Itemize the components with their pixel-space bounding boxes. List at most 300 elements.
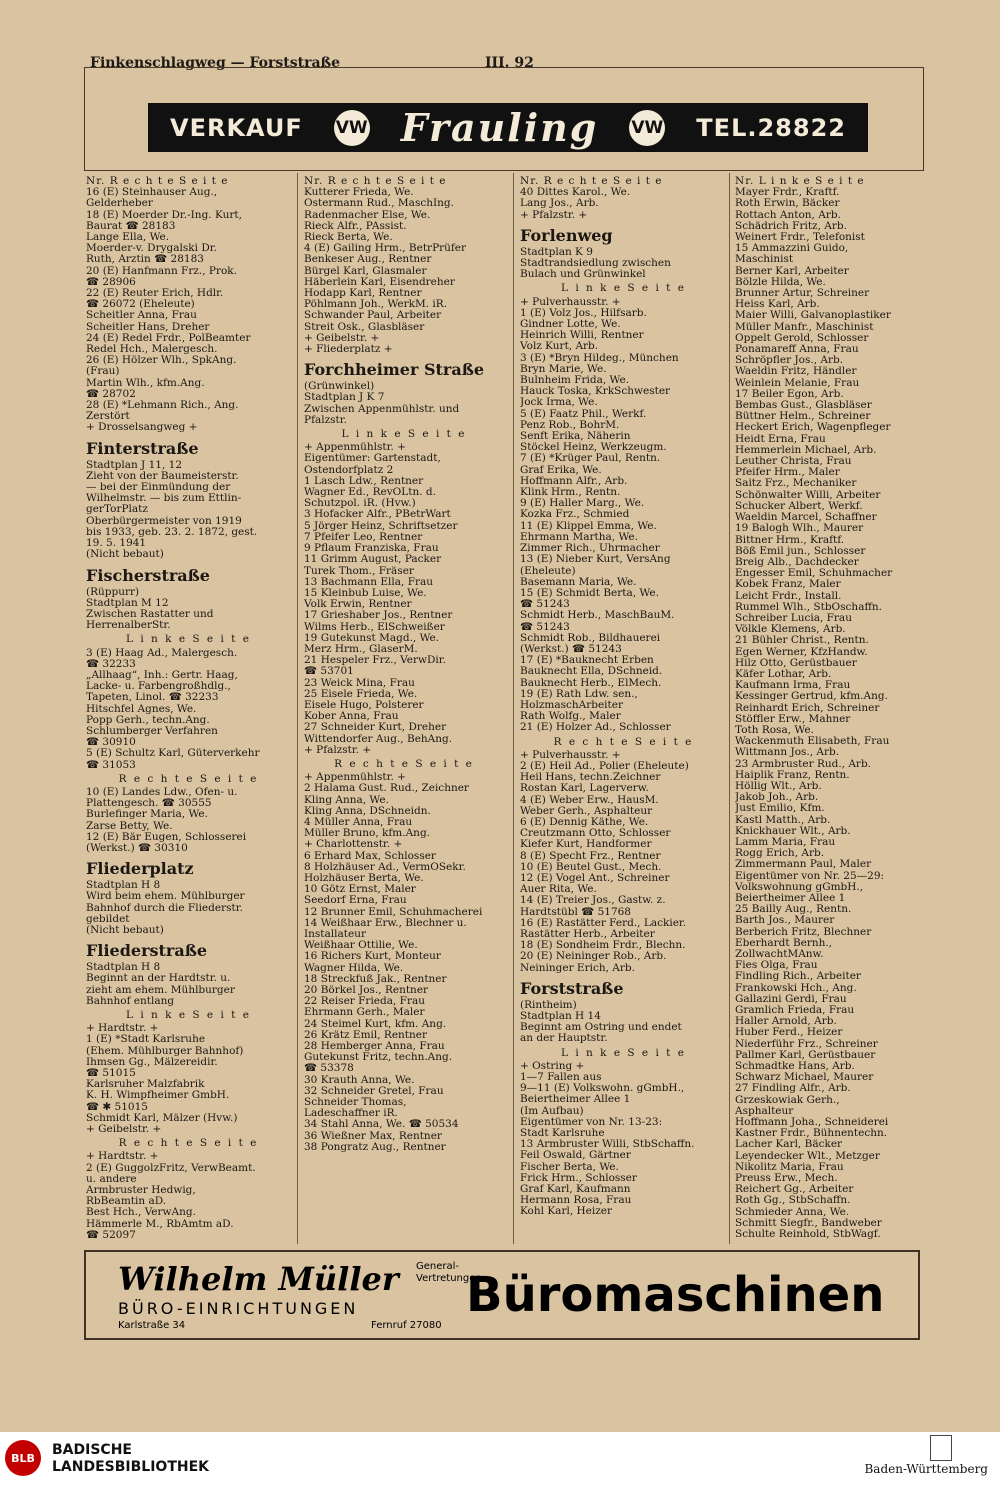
directory-entry: Berner Karl, Arbeiter — [735, 265, 849, 277]
directory-entry: 34 Stahl Anna, We. ☎ 50534 — [304, 1119, 459, 1131]
directory-entry: ☎ 51015 — [86, 1068, 136, 1080]
directory-entry: 3 Hofacker Alfr., PBetrWart — [304, 509, 451, 521]
directory-entry: Schmidt Herb., MaschBauM. — [520, 610, 675, 622]
directory-entry: Eigentümer: Gartenstadt, — [304, 453, 441, 465]
directory-entry: Leyendecker Wlt., Metzger — [735, 1150, 880, 1162]
directory-entry: (Rüppurr) — [86, 586, 140, 598]
directory-entry: Schulte Reinhold, StbWagf. — [735, 1229, 881, 1241]
directory-entry: Maier Willi, Galvanoplastiker — [735, 310, 891, 322]
directory-entry: Rottach Anton, Arb. — [735, 209, 841, 221]
directory-entry: Zieht von der Baumeisterstr. — [86, 470, 239, 482]
directory-entry: Grzeskowiak Gerh., — [735, 1094, 840, 1106]
directory-entry: (Ehem. Mühlburger Bahnhof) — [86, 1045, 244, 1057]
directory-entry: Wird beim ehem. Mühlburger — [86, 891, 245, 903]
side-heading: R e c h t e S e i t e — [118, 773, 259, 785]
directory-entry: ☎ 51243 — [520, 621, 570, 633]
directory-entry: Weinert Frdr., Telefonist — [735, 232, 865, 244]
directory-entry: ☎ 31053 — [86, 759, 136, 771]
directory-entry: Heinrich Willi, Rentner — [520, 330, 644, 342]
directory-entry: Bölzle Hilda, We. — [735, 276, 826, 288]
rep-line-2: Vertretungen — [416, 1273, 482, 1284]
directory-entry: 8 (E) Specht Frz., Rentner — [520, 850, 661, 862]
directory-entry: Rieck Berta, We. — [304, 232, 393, 244]
directory-entry: Büttner Helm., Schreiner — [735, 411, 871, 423]
directory-entry: Böß Emil jun., Schlosser — [735, 545, 866, 557]
directory-entry: 1 (E) Volz Jos., Hilfsarb. — [520, 307, 647, 319]
company-phone: Fernruf 27080 — [371, 1320, 442, 1331]
directory-entry: Stadtplan H 8 — [86, 962, 161, 974]
library-name — [52, 1442, 209, 1476]
vw-logo-icon: VW — [629, 110, 665, 146]
directory-entry: Ehrmann Gerh., Maler — [304, 1007, 425, 1019]
directory-entry: Klink Hrm., Rentn. — [520, 487, 621, 499]
directory-entry: Zerstört — [86, 411, 130, 423]
directory-entry: Senft Erika, Näherin — [520, 431, 631, 443]
directory-entry: Rath Wolfg., Maler — [520, 711, 621, 723]
directory-column-4 — [735, 176, 940, 1242]
directory-entry: (Rintheim) — [520, 999, 577, 1011]
directory-entry: 24 Steimel Kurt, kfm. Ang. — [304, 1018, 447, 1030]
directory-entry: RbBeamtin aD. — [86, 1196, 167, 1208]
directory-entry: Schreiber Lucia, Frau — [735, 612, 852, 624]
directory-entry: Ponamareff Anna, Frau — [735, 344, 859, 356]
street-heading: Forlenweg — [520, 225, 613, 245]
directory-entry: 18 Streckfuß Jak., Rentner — [304, 973, 447, 985]
page-number: III. 92 — [485, 55, 534, 71]
ad-phone: TEL.28822 — [696, 113, 846, 142]
directory-entry: Kozka Frz., Schmied — [520, 509, 630, 521]
directory-entry: Oppelt Gerold, Schlosser — [735, 332, 869, 344]
directory-entry: + Ostring + — [520, 1060, 585, 1072]
directory-entry: 6 (E) Dennig Käthe, We. — [520, 816, 649, 828]
directory-entry: ☎ 28702 — [86, 388, 136, 400]
directory-entry: Kober Anna, Frau — [304, 711, 399, 723]
directory-entry: 3 (E) *Bryn Hildeg., München — [520, 352, 679, 364]
vw-logo-icon: VW — [334, 110, 370, 146]
directory-entry: Bembas Gust., Glasbläser — [735, 400, 872, 412]
directory-entry: Kessinger Gertrud, kfm.Ang. — [735, 691, 888, 703]
directory-entry: HerrenalberStr. — [86, 620, 171, 632]
directory-entry: + Pfalzstr. + — [520, 209, 588, 221]
directory-entry: Völkle Klemens, Arb. — [735, 624, 846, 636]
directory-entry: Lang Jos., Arb. — [520, 198, 599, 210]
directory-entry: 22 (E) Reuter Erich, Hdlr. — [86, 288, 224, 300]
directory-entry: 10 (E) Beutel Gust., Mech. — [520, 861, 662, 873]
directory-entry: — bei der Einmündung der — [86, 482, 231, 494]
directory-entry: 24 (E) Redel Frdr., PolBeamter — [86, 332, 251, 344]
directory-entry: 15 Ammazzini Guido, — [735, 243, 849, 255]
directory-entry: Reichert Gg., Arbeiter — [735, 1184, 854, 1196]
directory-entry: Eberhardt Bernh., — [735, 937, 833, 949]
directory-entry: + Appenmühlstr. + — [304, 772, 406, 784]
directory-entry: Penz Rob., BohrM. — [520, 419, 620, 431]
directory-entry: Saitz Frz., Mechaniker — [735, 478, 857, 490]
directory-entry: Müller Manfr., Maschinist — [735, 321, 874, 333]
directory-entry: Weinlein Melanie, Frau — [735, 377, 860, 389]
directory-entry: Wilhelmstr. — bis zum Ettlin- — [86, 493, 242, 505]
directory-entry: Bauknecht Herb., ElMech. — [520, 677, 662, 689]
directory-entry: + Pulverhausstr. + — [520, 296, 621, 308]
directory-entry: 14 (E) Treier Jos., Gastw. z. — [520, 895, 666, 907]
ad-left-text: VERKAUF — [170, 113, 303, 142]
blb-logo-icon: BLB — [5, 1440, 41, 1476]
directory-entry: 11 (E) Klippel Emma, We. — [520, 520, 657, 532]
library-line-1: BADISCHE — [52, 1442, 132, 1458]
directory-entry: Radenmacher Else, We. — [304, 209, 431, 221]
directory-entry: Hermann Rosa, Frau — [520, 1195, 632, 1207]
directory-entry: Rummel Wlh., StbOschaffn. — [735, 601, 883, 613]
side-heading: L i n k e S e i t e — [126, 1010, 251, 1021]
directory-entry: Gutekunst Fritz, techn.Ang. — [304, 1052, 453, 1064]
column-divider — [297, 173, 298, 1244]
directory-entry: 4 (E) Weber Erw., HausM. — [520, 794, 659, 806]
directory-entry: + Fliederplatz + — [304, 344, 393, 356]
directory-entry: Seedorf Erna, Frau — [304, 895, 407, 907]
directory-entry: Eisele Hugo, Polsterer — [304, 699, 424, 711]
directory-entry: 27 Findling Alfr., Arb. — [735, 1083, 851, 1095]
directory-entry: Lamm Maria, Frau — [735, 836, 836, 848]
rep-line-1: General- — [416, 1261, 460, 1272]
directory-entry: ☎ 30910 — [86, 737, 136, 749]
directory-entry: bis 1933, geb. 23. 2. 1872, gest. — [86, 526, 258, 538]
directory-entry: ☎ 28906 — [86, 276, 136, 288]
directory-entry: + Appenmühlstr. + — [304, 442, 406, 454]
directory-entry: 10 Götz Ernst, Maler — [304, 884, 416, 896]
directory-entry: Stadtplan J 11, 12 — [86, 459, 182, 471]
directory-entry: Waeldin Fritz, Händler — [735, 366, 857, 378]
directory-entry: Martin Wlh., kfm.Ang. — [86, 377, 205, 389]
directory-entry: Beginnt am Ostring und endet — [520, 1022, 682, 1034]
directory-entry: 15 (E) Schmidt Berta, We. — [520, 587, 659, 599]
directory-entry: Graf Karl, Kaufmann — [520, 1184, 631, 1196]
directory-entry: 23 Weick Mina, Frau — [304, 677, 415, 689]
directory-entry: + Hardtstr. + — [86, 1151, 159, 1163]
directory-entry: Pöhlmann Joh., WerkM. iR. — [304, 299, 448, 311]
directory-entry: Engesser Emil, Schuhmacher — [735, 568, 893, 580]
directory-entry: Heidt Erna, Frau — [735, 433, 826, 445]
directory-entry: Haller Arnold, Arb. — [735, 1016, 837, 1028]
directory-entry: 12 (E) Bär Eugen, Schlosserei — [86, 831, 247, 843]
directory-entry: Schönwalter Willi, Arbeiter — [735, 489, 881, 501]
directory-entry: Burlefinger Maria, We. — [86, 809, 208, 821]
directory-entry: Käfer Lothar, Arb. — [735, 668, 832, 680]
side-heading: R e c h t e S e i t e — [118, 1138, 259, 1150]
directory-entry: Berberich Fritz, Blechner — [735, 926, 872, 938]
directory-entry: 1 (E) *Stadt Karlsruhe — [86, 1034, 206, 1046]
directory-entry: ☎ 51243 — [520, 599, 570, 611]
bottom-advertisement — [84, 1250, 920, 1340]
directory-entry: 17 (E) *Bauknecht Erben — [520, 655, 654, 667]
directory-entry: K. H. Wimpfheimer GmbH. — [86, 1090, 230, 1102]
directory-entry: zieht am ehem. Mühlburger — [86, 984, 235, 996]
directory-entry: Rastätter Herb., Arbeiter — [520, 929, 655, 940]
directory-entry: (Frau) — [86, 366, 120, 378]
directory-entry: Niederführ Frz., Schreiner — [735, 1038, 878, 1050]
column-divider — [729, 173, 730, 1244]
directory-column-2 — [304, 176, 504, 1242]
directory-entry: Wackenmuth Elisabeth, Frau — [735, 736, 890, 748]
directory-entry: Mayer Frdr., Kraftf. — [735, 187, 840, 199]
directory-entry: + Pfalzstr. + — [304, 744, 372, 756]
directory-entry: 9—11 (E) Volkswohn. gGmbH., — [520, 1083, 685, 1095]
directory-entry: Hardtstübl ☎ 51768 — [520, 906, 631, 918]
directory-entry: 13 Armbruster Willi, StbSchaffn. — [520, 1139, 695, 1151]
directory-entry: Basemann Maria, We. — [520, 576, 637, 588]
directory-entry: Jakob Joh., Arb. — [735, 792, 819, 804]
directory-entry: Barth Jos., Maurer — [735, 915, 835, 927]
directory-entry: Bahnhof durch die Fliederstr. — [86, 902, 243, 914]
directory-entry: Stadtplan K 9 — [520, 246, 593, 258]
directory-entry: 20 (E) Neininger Rob., Arb. — [520, 951, 667, 963]
directory-entry: Schmieder Anna, We. — [735, 1206, 850, 1218]
company-logo: Wilhelm Müller — [118, 1260, 399, 1298]
directory-entry: + Charlottenstr. + — [304, 839, 403, 851]
column-heading: Nr. L i n k e S e i t e — [735, 176, 865, 187]
directory-entry: Ladeschaffner iR. — [304, 1108, 398, 1120]
directory-entry: Kastl Matth., Arb. — [735, 814, 831, 826]
directory-entry: Schmadtke Hans, Arb. — [735, 1061, 855, 1073]
directory-entry: Gindner Lotte, We. — [520, 319, 621, 331]
directory-entry: ☎ 53378 — [304, 1063, 354, 1075]
directory-entry: Leicht Frdr., Install. — [735, 590, 842, 602]
directory-entry: Weber Gerh., Asphalteur — [520, 805, 653, 817]
directory-entry: Maschinist — [735, 254, 794, 266]
directory-entry: 16 (E) Rastätter Ferd., Lackier. — [520, 917, 687, 929]
directory-entry: Eigentümer von Nr. 25—29: — [735, 870, 885, 882]
directory-entry: Ehrmann Martha, We. — [520, 531, 638, 543]
directory-entry: Schwarz Michael, Maurer — [735, 1072, 874, 1084]
directory-entry: Fies Olga, Frau — [735, 960, 818, 972]
directory-entry: ☎ 32233 — [86, 658, 136, 670]
directory-entry: Hitschfel Agnes, We. — [86, 703, 197, 715]
side-heading: L i n k e S e i t e — [561, 1047, 686, 1059]
directory-entry: 5 Jörger Heinz, Schriftsetzer — [304, 520, 458, 532]
directory-entry: 9 Pflaum Franziska, Frau — [304, 543, 439, 555]
directory-entry: 40 Dittes Karol., We. — [520, 187, 631, 199]
directory-entry: 5 (E) Schultz Karl, Güterverkehr — [86, 748, 260, 760]
side-heading: L i n k e S e i t e — [341, 429, 467, 441]
directory-entry: Pfalzstr. — [304, 414, 347, 426]
directory-entry: 4 Müller Anna, Frau — [304, 816, 413, 828]
directory-entry: + Drosselsangweg + — [86, 422, 198, 434]
street-heading: Forchheimer Straße — [304, 360, 485, 380]
directory-entry: Leuther Christa, Frau — [735, 456, 852, 468]
directory-entry: Beiertheimer Allee 1 — [735, 893, 846, 904]
directory-entry: Wittmann Jos., Arb. — [735, 747, 840, 759]
directory-entry: Knickhauer Wlt., Arb. — [735, 825, 851, 837]
directory-entry: Weißhaar Ottilie, We. — [304, 940, 418, 952]
directory-entry: 1 Lasch Ldw., Rentner — [304, 475, 424, 487]
directory-entry: Egen Werner, KfzHandw. — [735, 646, 868, 658]
directory-entry: an der Hauptstr. — [520, 1033, 608, 1045]
directory-entry: 17 Grieshaber Jos., Rentner — [304, 610, 453, 622]
directory-column-1 — [86, 176, 291, 1242]
directory-entry: Schneider Thomas, — [304, 1097, 407, 1109]
directory-entry: Beginnt an der Hardtstr. u. — [86, 973, 231, 985]
directory-entry: Schädrich Fritz, Arb. — [735, 220, 847, 232]
directory-entry: Volkswohnung gGmbH., — [735, 881, 864, 893]
column-heading: Nr. R e c h t e S e i t e — [304, 176, 447, 187]
directory-entry: 16 (E) Steinhauser Aug., — [86, 187, 218, 199]
directory-entry: Plattengesch. ☎ 30555 — [86, 798, 212, 810]
directory-entry: Stöffler Erw., Mahner — [735, 713, 851, 725]
directory-entry: Reinhardt Erich, Schreiner — [735, 702, 880, 714]
directory-entry: Wagner Ed., RevOLtn. d. — [304, 487, 436, 499]
directory-entry: Kobek Franz, Maler — [735, 579, 841, 591]
directory-entry: 18 (E) Moerder Dr.-Ing. Kurt, — [86, 209, 242, 221]
directory-entry: Waeldin Marcel, Schaffner — [735, 512, 877, 524]
directory-entry: (Werkst.) ☎ 30310 — [86, 842, 188, 854]
directory-entry: Bulach und Grünwinkel — [520, 269, 646, 281]
directory-entry: Stadtplan J K 7 — [304, 392, 385, 404]
directory-entry: Hilz Otto, Gerüstbauer — [735, 657, 857, 669]
directory-entry: Streit Osk., Glasbläser — [304, 321, 425, 333]
street-heading: Forststraße — [520, 978, 624, 998]
side-heading: L i n k e S e i t e — [561, 283, 686, 295]
directory-entry: (Eheleute) — [520, 565, 576, 577]
directory-entry: 18 (E) Sondheim Frdr., Blechn. — [520, 940, 686, 952]
directory-entry: 23 Armbruster Rud., Arb. — [735, 758, 872, 770]
directory-entry: Beiertheimer Allee 1 — [520, 1094, 631, 1106]
directory-entry: Stadtplan H 14 — [520, 1011, 601, 1023]
directory-entry: Brunner Artur, Schreiner — [735, 288, 870, 300]
directory-entry: Kling Anna, DSchneidn. — [304, 805, 431, 817]
directory-entry: Heiss Karl, Arb. — [735, 299, 820, 311]
directory-entry: Pfeifer Hrm., Maler — [735, 467, 840, 479]
directory-entry: Scheitler Anna, Frau — [86, 310, 197, 322]
street-heading: Fliederstraße — [86, 941, 208, 961]
directory-entry: 2 Halama Gust. Rud., Zeichner — [304, 783, 469, 795]
directory-entry: Wagner Hilda, We. — [304, 962, 404, 974]
state-seal-icon — [930, 1435, 952, 1461]
directory-entry: Gelderheber — [86, 198, 153, 210]
side-heading: L i n k e S e i t e — [126, 634, 251, 646]
directory-entry: 22 Reiser Frieda, Frau — [304, 996, 425, 1008]
directory-entry: Holzhäuser Berta, We. — [304, 872, 424, 884]
directory-entry: 5 (E) Faatz Phil., Werkf. — [520, 408, 647, 420]
directory-entry: Rieck Alfr., PAssist. — [304, 220, 407, 232]
directory-entry: Haiplik Franz, Rentn. — [735, 769, 850, 781]
directory-entry: Auer Rita, We. — [520, 884, 597, 896]
directory-entry: 13 (E) Nieber Kurt, VersAng — [520, 554, 671, 566]
brand-name: Frauling — [400, 105, 599, 150]
directory-entry: gebildet — [86, 913, 130, 925]
directory-entry: Kastner Frdr., Bühnentechn. — [735, 1128, 888, 1140]
directory-entry: Rogg Erich, Arb. — [735, 848, 825, 860]
directory-entry: Hodapp Karl, Rentner — [304, 288, 422, 300]
directory-entry: 21 Bühler Christ., Rentn. — [735, 635, 869, 647]
directory-entry: Schucker Albert, Werkf. — [735, 500, 863, 512]
directory-entry: 21 Hespeler Frz., VerwDir. — [304, 655, 446, 667]
side-heading: R e c h t e S e i t e — [553, 736, 694, 748]
column-divider — [513, 173, 514, 1244]
directory-entry: Hämmerle M., RbAmtm aD. — [86, 1218, 234, 1230]
directory-entry: Bulnheim Frida, We. — [520, 375, 630, 387]
directory-entry: Volz Kurt, Arb. — [520, 341, 599, 353]
directory-entry: Just Emilio, Kfm. — [735, 803, 825, 815]
company-address: Karlstraße 34 — [118, 1320, 186, 1331]
directory-entry: 25 Eisele Frieda, We. — [304, 688, 418, 700]
directory-entry: Kaufmann Irma, Frau — [735, 680, 851, 692]
directory-entry: Stadtplan M 12 — [86, 597, 169, 609]
directory-column-3 — [520, 176, 727, 1242]
directory-entry: 4 (E) Gailing Hrm., BetrPrüfer — [304, 243, 467, 255]
directory-entry: Rostan Karl, Lagerverw. — [520, 783, 649, 795]
directory-entry: Schmidt Karl, Mälzer (Hvw.) — [86, 1112, 238, 1124]
directory-entry: Schutzpol. iR. (Hvw.) — [304, 498, 416, 510]
directory-entry: Schmidt Rob., Bildhauerei — [520, 632, 661, 644]
directory-entry: Lacke- u. Farbengroßhdlg., — [86, 681, 231, 693]
directory-entry: + Geibelstr. + — [86, 1124, 162, 1136]
directory-entry: Bürgel Karl, Glasmaler — [304, 265, 427, 277]
directory-entry: 20 (E) Hanfmann Frz., Prok. — [86, 265, 237, 277]
directory-entry: 26 (E) Hölzer Wlh., SpkAng. — [86, 355, 237, 367]
directory-entry: (Nicht bebaut) — [86, 549, 164, 561]
directory-entry: Wilms Herb., ElSchweißer — [304, 621, 445, 633]
directory-entry: Stöckel Heinz, Werkzeugm. — [520, 442, 667, 454]
directory-entry: + Pulverhausstr. + — [520, 749, 621, 761]
directory-entry: Zimmer Rich., Uhrmacher — [520, 543, 660, 555]
directory-entry: Kling Anna, We. — [304, 794, 389, 806]
directory-entry: Bryn Marie, We. — [520, 363, 607, 375]
directory-entry: Benkeser Aug., Rentner — [304, 254, 432, 266]
directory-entry: 15 Kleinbub Luise, We. — [304, 587, 427, 599]
directory-entry: Stadt Karlsruhe — [520, 1128, 605, 1140]
state-name: Baden-Württemberg — [864, 1462, 988, 1476]
product-title: Büromaschinen — [466, 1267, 885, 1323]
directory-entry: Bahnhof entlang — [86, 995, 175, 1007]
directory-entry: 21 (E) Holzer Ad., Schlosser — [520, 722, 671, 734]
directory-entry: 6 Erhard Max, Schlosser — [304, 850, 436, 862]
directory-entry: Heil Hans, techn.Zeichner — [520, 772, 661, 784]
directory-entry: 19 Balogh Wlh., Maurer — [735, 523, 864, 535]
street-heading: Fliederplatz — [86, 859, 194, 879]
directory-entry: Zimmermann Paul, Maler — [735, 859, 872, 871]
directory-entry: Best Hch., VerwAng. — [86, 1207, 196, 1219]
directory-entry: Gramlich Frieda, Frau — [735, 1005, 855, 1017]
directory-entry: Frankowski Hch., Ang. — [735, 982, 857, 994]
directory-entry: 7 Pfeifer Leo, Rentner — [304, 531, 423, 543]
directory-entry: 1—7 Fallen aus — [520, 1072, 602, 1084]
directory-entry: Müller Bruno, kfm.Ang. — [304, 828, 431, 840]
directory-entry: Installateur — [304, 929, 366, 940]
street-heading: Fischerstraße — [86, 565, 210, 585]
directory-entry: Wittendorfer Aug., BehAng. — [304, 733, 453, 745]
directory-entry: Lange Ella, We. — [86, 232, 170, 244]
directory-entry: ZollwachtMAnw. — [735, 949, 824, 961]
directory-entry: 11 Grimm August, Packer — [304, 554, 442, 566]
directory-entry: Frick Hrm., Schlosser — [520, 1172, 637, 1184]
street-range: Finkenschlagweg — Forststraße — [90, 55, 341, 71]
directory-entry: Volk Erwin, Rentner — [304, 599, 412, 611]
directory-entry: Merz Hrm., GlaserM. — [304, 643, 418, 655]
directory-entry: 27 Schneider Kurt, Dreher — [304, 722, 447, 734]
directory-entry: 25 Bailly Aug., Rentn. — [735, 904, 852, 916]
directory-entry: Redel Hch., Malergesch. — [86, 344, 218, 356]
directory-entry: 32 Schneider Gretel, Frau — [304, 1085, 444, 1097]
directory-entry: 19. 5. 1941 — [86, 538, 147, 550]
directory-entry: Breig Alb., Dachdecker — [735, 556, 859, 568]
library-line-2: LANDESBIBLIOTHEK — [52, 1459, 210, 1475]
directory-entry: Jock Irma, We. — [520, 397, 598, 409]
directory-entry: Roth Gg., StbSchaffn. — [735, 1195, 851, 1207]
directory-entry: Pallmer Karl, Gerüstbauer — [735, 1049, 876, 1061]
directory-entry: 8 Holzhäuser Ad., VermOSekr. — [304, 861, 466, 873]
directory-entry: Zarse Betty, We. — [86, 820, 173, 832]
directory-entry: Armbruster Hedwig, — [86, 1185, 196, 1197]
directory-entry: 30 Krauth Anna, We. — [304, 1074, 415, 1086]
directory-entry: ☎ 26072 (Eheleute) — [86, 299, 195, 311]
